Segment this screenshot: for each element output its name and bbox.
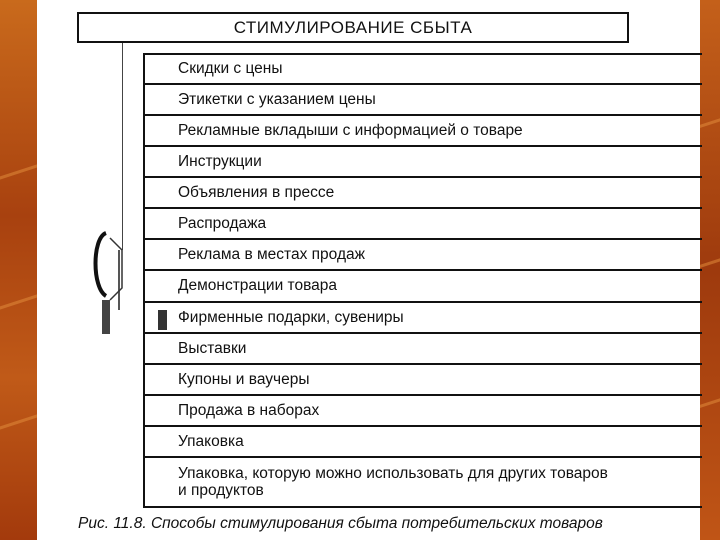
list-item-line: Упаковка, которую можно использовать для других товаров (178, 465, 608, 482)
figure-caption: Рис. 11.8. Способы стимулирования сбыта потребительских товаров (78, 515, 603, 532)
list-item: Распродажа (145, 209, 702, 240)
list-item: Выставки (145, 334, 702, 365)
background-right-strip (700, 0, 720, 540)
list-item: Реклама в местах продаж (145, 240, 702, 271)
list-item: Рекламные вкладыши с информацией о товаре (145, 116, 702, 147)
list-item-multiline (145, 458, 702, 508)
connector-line (122, 43, 123, 250)
list-item: Инструкции (145, 147, 702, 178)
list-item: Демонстрации товара (145, 271, 702, 303)
list-item: Продажа в наборах (145, 396, 702, 427)
diagram-title: СТИМУЛИРОВАНИЕ СБЫТА (77, 12, 629, 43)
list-item: Упаковка (145, 427, 702, 458)
list-item: Купоны и ваучеры (145, 365, 702, 396)
list-item: Скидки с цены (145, 53, 702, 85)
background-left-strip (0, 0, 37, 540)
list-item: Фирменные подарки, сувениры (145, 303, 702, 334)
list-item-line: и продуктов (178, 482, 264, 499)
list-item: Объявления в прессе (145, 178, 702, 209)
methods-list (143, 53, 702, 508)
brace-arrow (88, 228, 128, 338)
list-item: Этикетки с указанием цены (145, 85, 702, 116)
